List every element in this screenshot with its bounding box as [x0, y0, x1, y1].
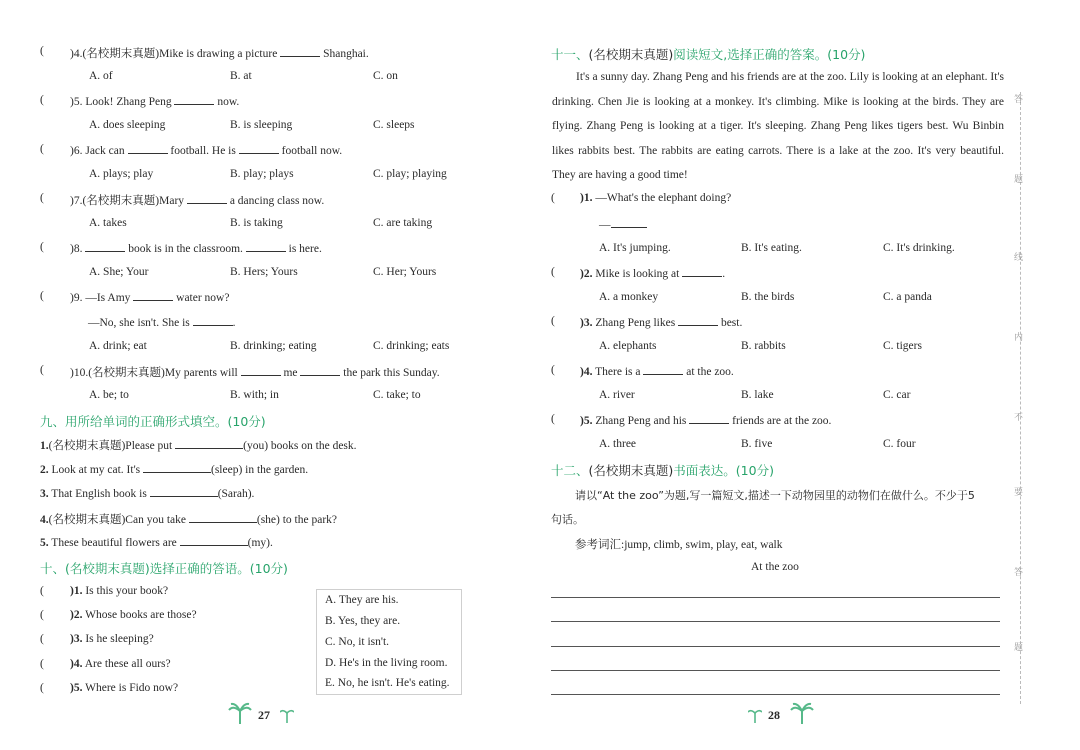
writing-instructions: 请以“At the zoo”为题,写一篇短文,描述一下动物园里的动物们在做什么。不少于5	[575, 489, 975, 502]
response-question-2: )2. Whose books are those?	[70, 609, 197, 621]
binding-char: 题	[1014, 643, 1024, 653]
question-4: )4.(名校期末真题)Mike is drawing a picture Shanghai.	[70, 48, 369, 60]
answer-paren: (	[40, 585, 44, 597]
response-question-5: )5. Where is Fido now?	[70, 682, 179, 694]
option-b[interactable]: B. five	[741, 438, 773, 450]
palm-tree-icon	[280, 707, 294, 723]
response-option-a: A. They are his.	[325, 594, 399, 606]
answer-blank[interactable]	[143, 462, 211, 473]
answer-blank[interactable]	[133, 290, 173, 301]
reference-vocabulary: 参考词汇:jump, climb, swim, play, eat, walk	[575, 539, 783, 551]
reading-question-3: )3. Zhang Peng likes best.	[580, 317, 743, 329]
fill-item-2: 2. Look at my cat. It's (sleep) in the garden.	[40, 464, 309, 476]
option-a[interactable]: A. takes	[89, 217, 127, 229]
writing-line[interactable]	[551, 670, 1000, 671]
section-12-title: 十二、(名校期末真题)书面表达。(10分)	[551, 463, 774, 478]
option-b[interactable]: B. at	[230, 70, 252, 82]
answer-paren: (	[551, 364, 555, 376]
option-c[interactable]: C. sleeps	[373, 119, 415, 131]
answer-blank[interactable]	[180, 535, 248, 546]
question-9: )9. —Is Amy water now?	[70, 292, 230, 304]
option-a[interactable]: A. three	[599, 438, 637, 450]
answer-blank[interactable]	[300, 365, 340, 376]
response-option-d: D. He's in the living room.	[325, 657, 448, 669]
answer-blank[interactable]	[150, 486, 218, 497]
option-c[interactable]: C. car	[883, 389, 911, 401]
section-9-title: 九、用所给单词的正确形式填空。(10分)	[40, 414, 266, 429]
writing-line[interactable]	[551, 646, 1000, 647]
option-c[interactable]: C. a panda	[883, 291, 932, 303]
answer-blank[interactable]	[280, 46, 320, 57]
fill-item-5: 5. These beautiful flowers are (my).	[40, 537, 273, 549]
page-number: 28	[768, 708, 780, 722]
option-b[interactable]: B. It's eating.	[741, 242, 802, 254]
option-b[interactable]: B. is taking	[230, 217, 283, 229]
option-c[interactable]: C. on	[373, 70, 398, 82]
reading-question-1-answer: —	[599, 217, 647, 231]
responses-box	[316, 589, 462, 695]
answer-paren: (	[551, 413, 555, 425]
binding-char: 题	[1014, 175, 1024, 185]
option-a[interactable]: A. does sleeping	[89, 119, 166, 131]
answer-paren: (	[551, 266, 555, 278]
option-c[interactable]: C. It's drinking.	[883, 242, 955, 254]
answer-paren: (	[40, 609, 44, 621]
response-question-4: )4. Are these all ours?	[70, 658, 171, 670]
answer-paren: (	[40, 94, 44, 106]
option-c[interactable]: C. play; playing	[373, 168, 447, 180]
binding-char: 答	[1014, 568, 1024, 578]
reading-passage: It's a sunny day. Zhang Peng and his friends are at the zoo. Lily is looking at an elephant. It's drinking. Chen Jie is looking at a monkey. It's climbing. Mike is looking at the birds. They are flying. Zhang Peng is looking at a tiger. It's sleeping. Zhang Peng likes tigers best. Wu Binbin likes rabbits best. The rabbits are eating carrots. There is a lake at the zoo. It's very beautiful. They are having a good time!	[552, 71, 1004, 181]
page-number: 27	[258, 708, 270, 722]
question-9-line2: —No, she isn't. She is .	[88, 317, 236, 329]
answer-blank[interactable]	[678, 315, 718, 326]
answer-blank[interactable]	[187, 193, 227, 204]
answer-blank[interactable]	[241, 365, 281, 376]
question-7: )7.(名校期末真题)Mary a dancing class now.	[70, 195, 325, 207]
answer-blank[interactable]	[174, 94, 214, 105]
option-a[interactable]: A. It's jumping.	[599, 242, 671, 254]
option-b[interactable]: B. play; plays	[230, 168, 294, 180]
answer-paren: (	[40, 633, 44, 645]
binding-char: 不	[1014, 413, 1024, 423]
option-a[interactable]: A. elephants	[599, 340, 657, 352]
option-a[interactable]: A. drink; eat	[89, 340, 147, 352]
writing-line[interactable]	[551, 597, 1000, 598]
writing-instructions-cont: 句话。	[551, 513, 584, 526]
answer-blank[interactable]	[689, 413, 729, 424]
option-a[interactable]: A. of	[89, 70, 113, 82]
fill-item-1: 1.(名校期末真题)Please put (you) books on the desk.	[40, 440, 357, 452]
writing-line[interactable]	[551, 694, 1000, 695]
option-b[interactable]: B. rabbits	[741, 340, 786, 352]
reading-question-4: )4. There is a at the zoo.	[580, 366, 734, 378]
binding-char: 答	[1014, 95, 1024, 105]
fill-item-3: 3. That English book is (Sarah).	[40, 488, 255, 500]
option-c[interactable]: C. tigers	[883, 340, 922, 352]
palm-tree-icon	[748, 707, 762, 723]
section-10-title: 十、(名校期末真题)选择正确的答语。(10分)	[40, 561, 288, 576]
question-8: )8. book is in the classroom. is here.	[70, 243, 322, 255]
section-11-title: 十一、(名校期末真题)阅读短文,选择正确的答案。(10分)	[551, 47, 866, 62]
reading-question-1: )1. —What's the elephant doing?	[580, 192, 732, 204]
answer-blank[interactable]	[682, 266, 722, 277]
answer-paren: (	[40, 682, 44, 694]
answer-blank[interactable]	[175, 438, 243, 449]
binding-char: 内	[1014, 333, 1024, 343]
answer-paren: (	[40, 658, 44, 670]
palm-tree-icon	[228, 702, 252, 724]
answer-paren: (	[40, 192, 44, 204]
answer-blank[interactable]	[611, 217, 647, 228]
option-c[interactable]: C. four	[883, 438, 916, 450]
answer-paren: (	[551, 192, 555, 204]
option-c[interactable]: C. are taking	[373, 217, 433, 229]
response-option-c: C. No, it isn't.	[325, 636, 390, 648]
response-question-1: )1. Is this your book?	[70, 585, 169, 597]
response-option-b: B. Yes, they are.	[325, 615, 401, 627]
response-option-e: E. No, he isn't. He's eating.	[325, 677, 450, 689]
answer-blank[interactable]	[239, 143, 279, 154]
answer-paren: (	[40, 290, 44, 302]
answer-paren: (	[551, 315, 555, 327]
option-b[interactable]: B. drinking; eating	[230, 340, 317, 352]
response-question-3: )3. Is he sleeping?	[70, 633, 154, 645]
binding-char: 要	[1014, 488, 1024, 498]
answer-paren: (	[40, 241, 44, 253]
option-a[interactable]: A. a monkey	[599, 291, 659, 303]
answer-paren: (	[40, 45, 44, 57]
answer-paren: (	[40, 143, 44, 155]
question-10: )10.(名校期末真题)My parents will me the park this Sunday.	[70, 367, 440, 379]
option-a[interactable]: A. plays; play	[89, 168, 154, 180]
option-c[interactable]: C. drinking; eats	[373, 340, 450, 352]
answer-blank[interactable]	[193, 315, 233, 326]
fill-item-4: 4.(名校期末真题)Can you take (she) to the park?	[40, 514, 338, 526]
option-b[interactable]: B. lake	[741, 389, 774, 401]
answer-blank[interactable]	[189, 512, 257, 523]
palm-tree-icon	[790, 702, 814, 724]
answer-blank[interactable]	[246, 241, 286, 252]
writing-line[interactable]	[551, 621, 1000, 622]
option-a[interactable]: A. river	[599, 389, 635, 401]
question-5: )5. Look! Zhang Peng now.	[70, 96, 240, 108]
option-c[interactable]: C. take; to	[373, 389, 421, 401]
answer-blank[interactable]	[643, 364, 683, 375]
answer-blank[interactable]	[128, 143, 168, 154]
composition-heading: At the zoo	[751, 561, 799, 573]
reading-question-2: )2. Mike is looking at .	[580, 268, 726, 280]
binding-char: 线	[1014, 253, 1024, 263]
option-a[interactable]: A. be; to	[89, 389, 129, 401]
option-b[interactable]: B. the birds	[741, 291, 795, 303]
option-a[interactable]: A. She; Your	[89, 266, 149, 278]
option-b[interactable]: B. is sleeping	[230, 119, 293, 131]
answer-blank[interactable]	[85, 241, 125, 252]
option-c[interactable]: C. Her; Yours	[373, 266, 437, 278]
question-6: )6. Jack can football. He is football now.	[70, 145, 343, 157]
option-b[interactable]: B. with; in	[230, 389, 279, 401]
reading-question-5: )5. Zhang Peng and his friends are at the zoo.	[580, 415, 832, 427]
option-b[interactable]: B. Hers; Yours	[230, 266, 298, 278]
answer-paren: (	[40, 364, 44, 376]
